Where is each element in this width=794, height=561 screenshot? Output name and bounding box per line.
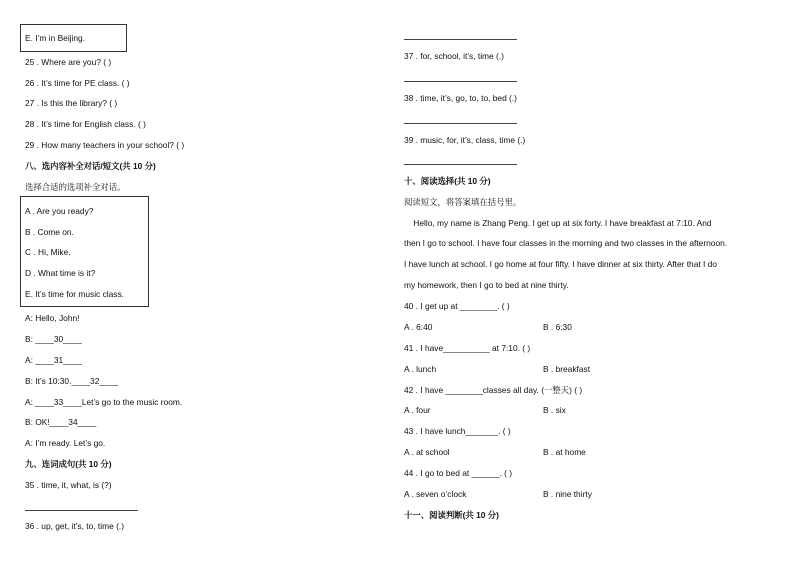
dialog-line-7: A: I’m ready. Let’s go. [25,438,106,448]
question-40: 40 . I get up at ________. ( ) [404,301,510,311]
question-36: 36 . up, get, it’s, to, time (.) [25,521,124,531]
question-26: 26 . It’s time for PE class. ( ) [25,78,130,88]
option-c: C . Hi, Mike. [25,247,71,257]
answer-line-38 [404,123,517,124]
question-41: 41 . I have__________ at 7:10. ( ) [404,343,531,353]
answer-line-37 [404,81,517,82]
dialog-line-5: A: ____33____Let’s go to the music room. [25,397,183,407]
question-42-option-b: B . six [543,405,566,415]
option-e: E. It’s time for music class. [25,289,124,299]
passage-line-2: then I go to school. I have four classes in the morning and two classes in the afternoon. [404,238,728,248]
question-38: 38 . time, it’s, go, to, to, bed (.) [404,93,517,103]
passage-line-1: Hello, my name is Zhang Peng. I get up at six forty. I have breakfast at 7:10. And [404,218,712,228]
question-41-option-a: A . lunch [404,364,437,374]
question-42: 42 . I have ________classes all day. (一整天) ( ) [404,385,583,395]
question-40-option-b: B . 6:30 [543,322,572,332]
passage-line-3: I have lunch at school. I go home at four fifty. I have dinner at six thirty. After that I do [404,259,717,269]
question-43-option-b: B . at home [543,447,586,457]
section-8-title: 八、选内容补全对话/短文(共 10 分) [25,161,156,171]
option-e-text: E. I’m in Beijing. [25,33,86,43]
option-d: D . What time is it? [25,268,96,278]
dialog-line-2: B: ____30____ [25,334,82,344]
question-25: 25 . Where are you? ( ) [25,57,112,67]
question-41-option-b: B . breakfast [543,364,591,374]
question-27: 27 . Is this the library? ( ) [25,98,118,108]
section-8-instruction: 选择合适的选项补全对话。 [25,182,126,192]
question-44: 44 . I go to bed at ______. ( ) [404,468,513,478]
section-9-title: 九、连词成句(共 10 分) [25,459,112,469]
section-11-title: 十一、阅读判断(共 10 分) [404,510,499,520]
question-43: 43 . I have lunch_______. ( ) [404,426,511,436]
dialog-line-1: A: Hello, John! [25,313,80,323]
question-43-option-a: A . at school [404,447,450,457]
dialog-line-6: B: OK!____34____ [25,417,97,427]
option-a: A . Are you ready? [25,206,94,216]
question-42-option-a: A . four [404,405,431,415]
question-35: 35 . time, it, what, is (?) [25,480,112,490]
question-29: 29 . How many teachers in your school? ( ) [25,140,185,150]
answer-line-35 [25,510,138,511]
question-44-option-a: A . seven o’clock [404,489,467,499]
dialog-line-4: B: It’s 10:30.____32____ [25,376,118,386]
question-44-option-b: B . nine thirty [543,489,592,499]
section-10-title: 十、阅读选择(共 10 分) [404,176,491,186]
question-37: 37 . for, school, it’s, time (.) [404,51,504,61]
section-10-instruction: 阅读短文，将答案填在括号里。 [404,197,522,207]
option-b: B . Come on. [25,227,74,237]
question-40-option-a: A . 6:40 [404,322,433,332]
answer-line-36 [404,39,517,40]
passage-line-4: my homework, then I go to bed at nine thirty. [404,280,569,290]
question-39: 39 . music, for, it’s, class, time (.) [404,135,526,145]
dialog-line-3: A: ____31____ [25,355,82,365]
answer-line-39 [404,164,517,165]
question-28: 28 . It’s time for English class. ( ) [25,119,146,129]
